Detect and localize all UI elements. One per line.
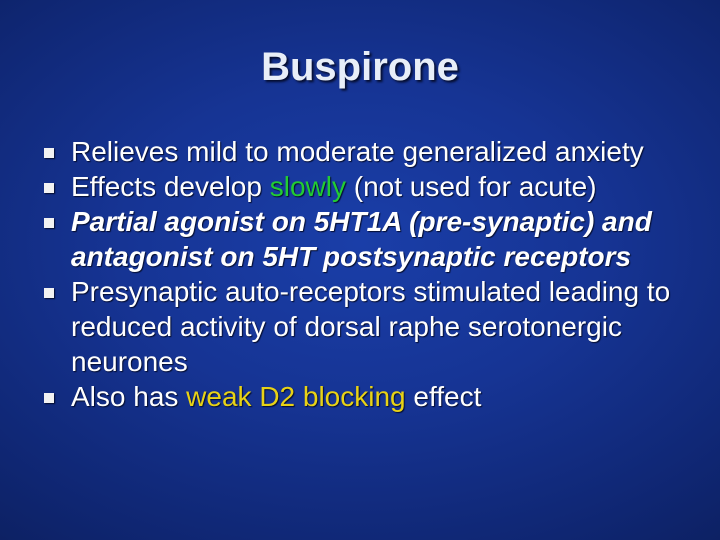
bullet-item-generalized-anxiety — [44, 134, 704, 169]
bullet-text: Partial agonist on 5HT1A (pre-synaptic) and antagonist on 5HT postsynaptic receptors — [71, 206, 652, 272]
square-bullet-icon — [44, 148, 54, 158]
square-bullet-icon — [44, 183, 54, 193]
bullet-item-partial-agonist — [44, 204, 704, 274]
bullet-text: Relieves mild to moderate generalized anxiety — [71, 136, 644, 167]
bullet-text: Presynaptic auto-receptors stimulated leading to reduced activity of dorsal raphe serotonergic neurones — [71, 276, 671, 377]
square-bullet-icon — [44, 393, 54, 403]
bullet-text: Effects develop — [71, 171, 270, 202]
square-bullet-icon — [44, 218, 54, 228]
bullet-text-continued: (not used for acute) — [345, 171, 597, 202]
bullet-text: Also has — [71, 381, 187, 412]
bullet-item-d2-blocking — [44, 379, 704, 414]
highlight-slowly: slowly — [269, 171, 346, 202]
bullet-text-continued: effect — [405, 381, 482, 412]
bullet-item-presynaptic — [44, 274, 704, 379]
highlight-weak-d2-blocking: weak D2 blocking — [186, 381, 406, 412]
square-bullet-icon — [44, 288, 54, 298]
bullet-list — [44, 134, 704, 414]
slide-title: Buspirone — [261, 45, 459, 89]
bullet-item-effects-slowly — [44, 169, 704, 204]
